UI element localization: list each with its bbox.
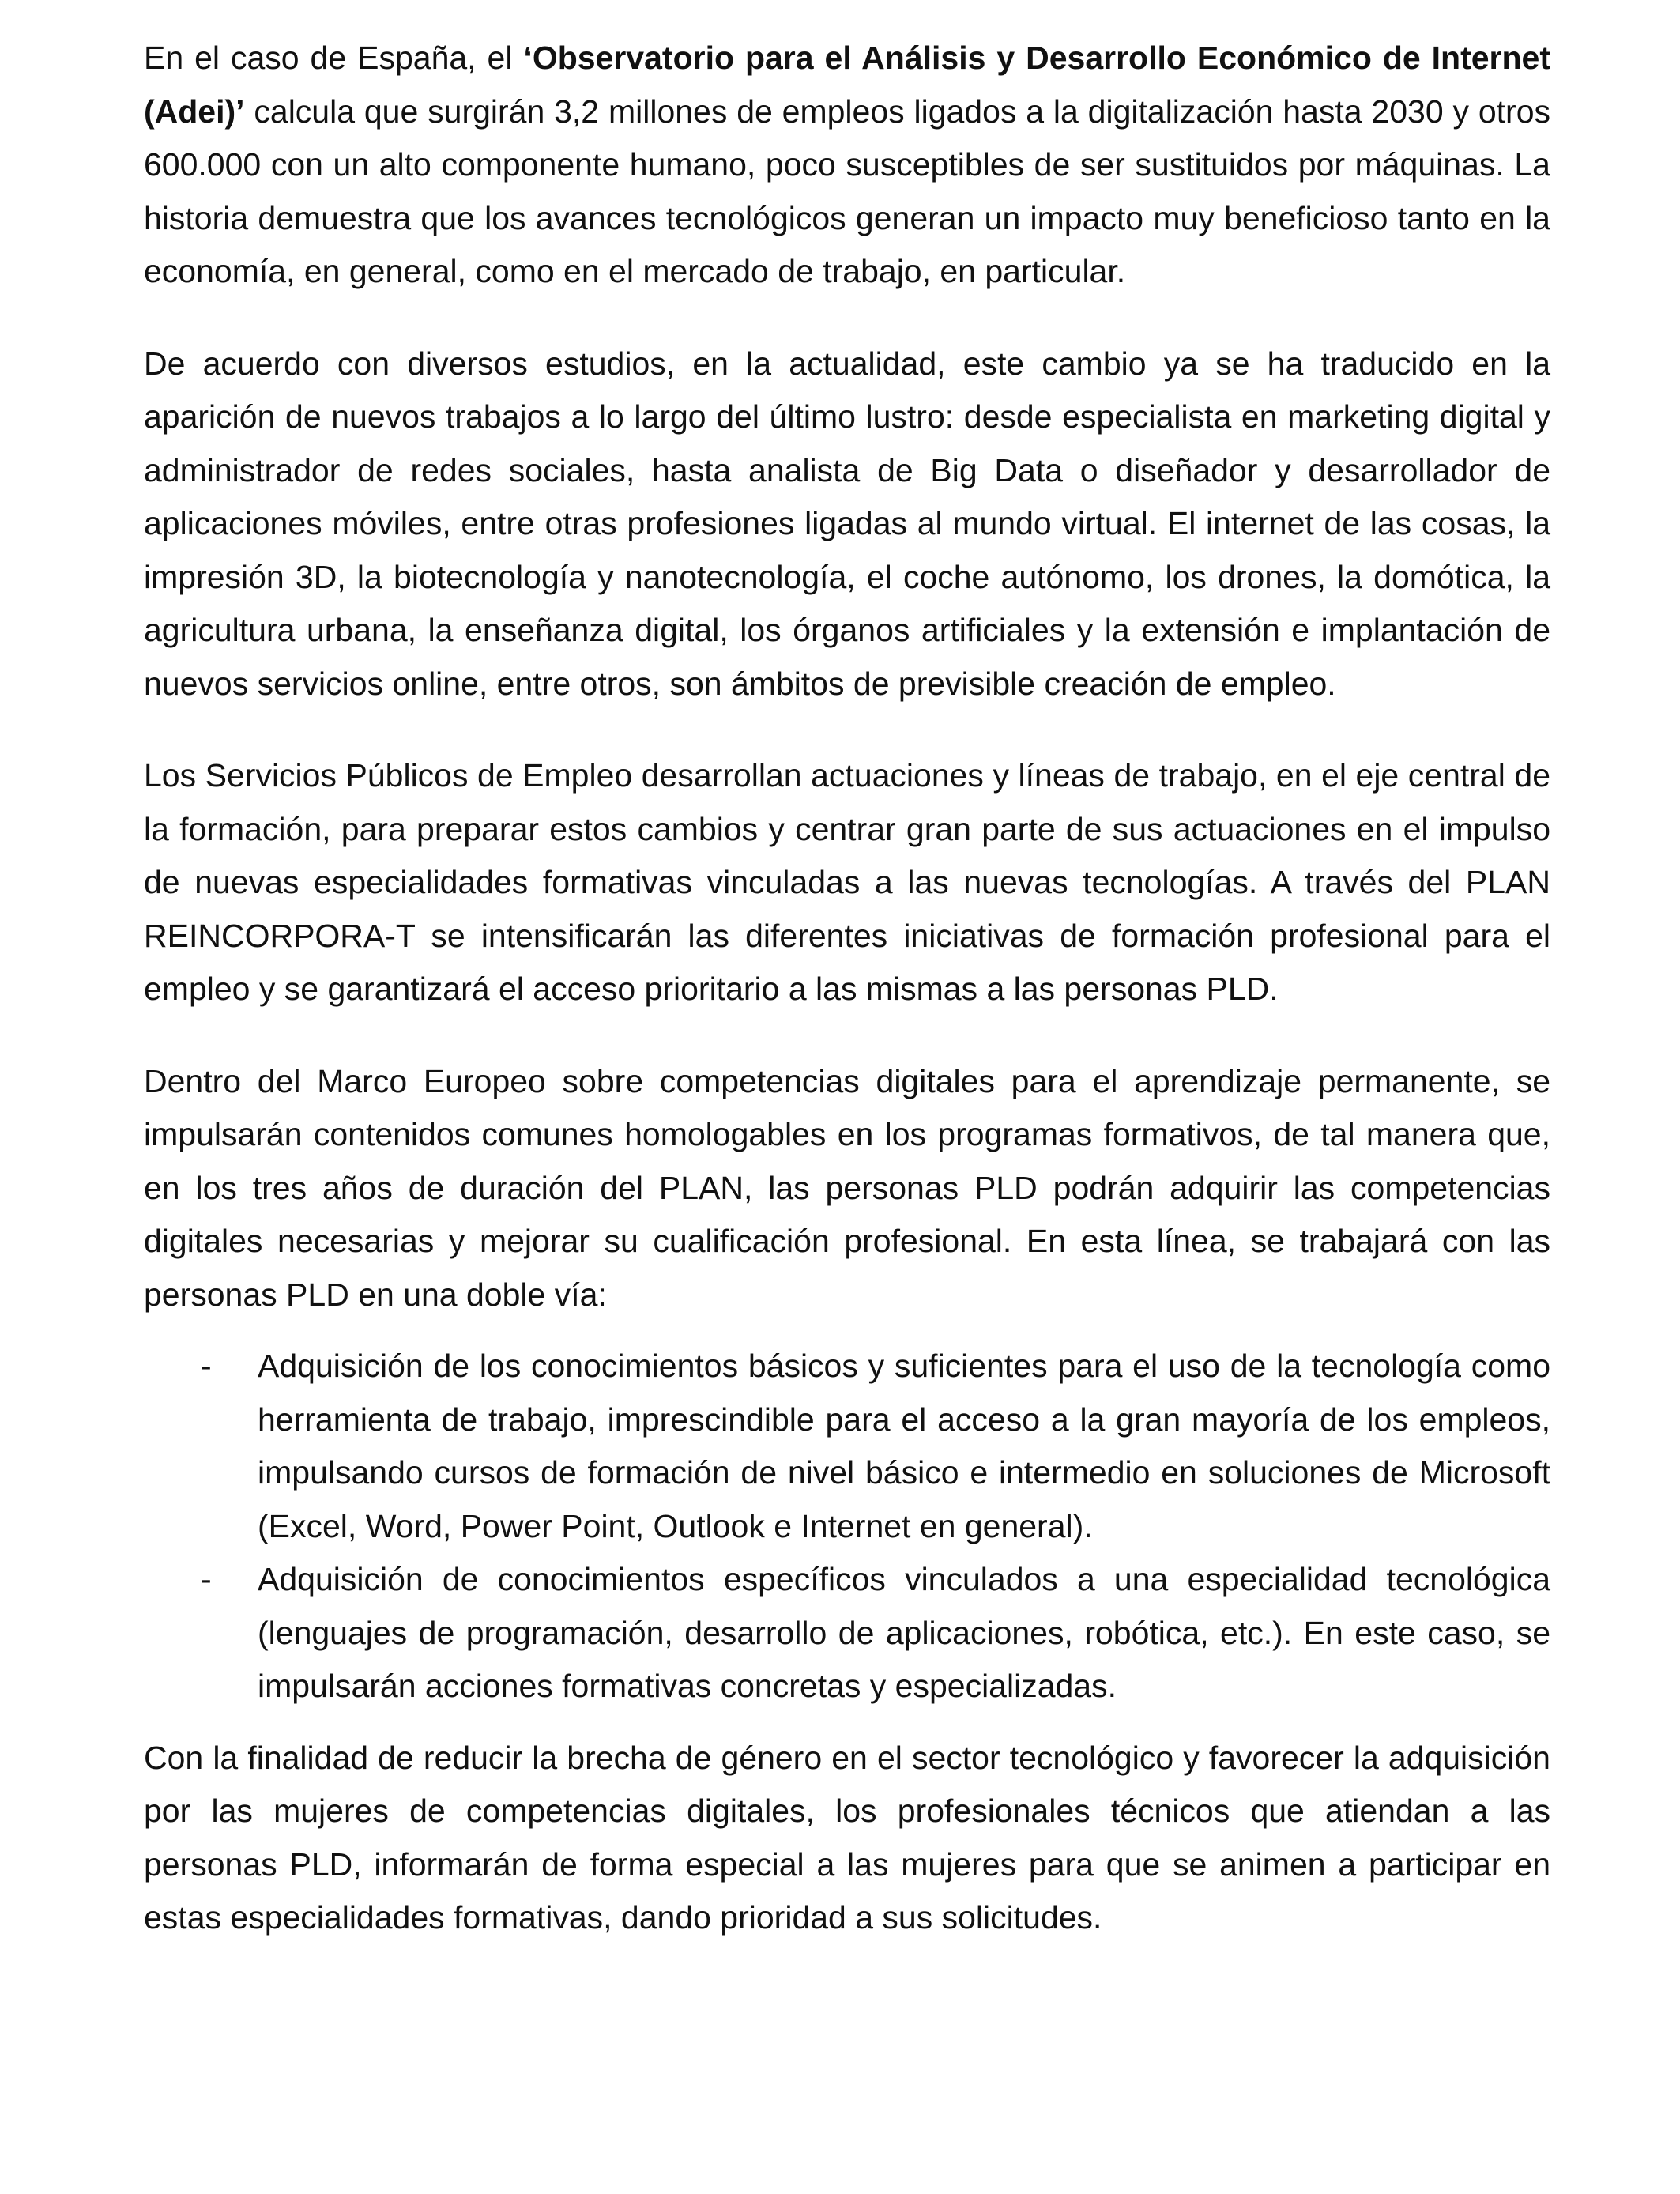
- document-page: [144, 32, 1550, 1945]
- list-item-text: Adquisición de conocimientos específicos vinculados a una especialidad tecnológica (lenguajes de programación, desarrollo de aplicaciones, robótica, etc.). En este caso, se impulsarán acciones formativas concretas y especializadas.: [258, 1561, 1550, 1704]
- paragraph-adei: [144, 32, 1550, 299]
- observatorio-name: ‘Observatorio para el Análisis y Desarrollo Económico de Internet (Adei)’: [144, 40, 1550, 130]
- list-item: [144, 1340, 1550, 1553]
- list-item: [144, 1553, 1550, 1713]
- paragraph-public-employment-services: Los Servicios Públicos de Empleo desarrollan actuaciones y líneas de trabajo, en el eje central de la formación, para preparar estos cambios y centrar gran parte de sus actuaciones en el impulso de nuevas especialidades formativas vinculadas a las nuevas tecnologías. A través del PLAN REINCORPORA-T se intensificarán las diferentes iniciativas de formación profesional para el empleo y se garantizará el acceso prioritario a las mismas a las personas PLD.: [144, 757, 1550, 1007]
- paragraph-adei-body: calcula que surgirán 3,2 millones de empleos ligados a la digitalización hasta 2030 y otros 600.000 con un alto componente humano, poco susceptibles de ser sustituidos por máquinas. La historia demuestra que los avances tecnológicos generan un impacto muy beneficioso tanto en la economía, en general, como en el mercado de trabajo, en particular.: [144, 92, 1550, 289]
- paragraph-new-jobs: De acuerdo con diversos estudios, en la actualidad, este cambio ya se ha traducido en la aparición de nuevos trabajos a lo largo del último lustro: desde especialista en marketing digital y administrador de redes sociales, hasta analista de Big Data o diseñador y desarrollador de aplicaciones móviles, entre otras profesiones ligadas al mundo virtual. El internet de las cosas, la impresión 3D, la biotecnología y nanotecnología, el coche autónomo, los drones, la domótica, la agricultura urbana, la enseñanza digital, los órganos artificiales y la extensión e implantación de nuevos servicios online, entre otros, son ámbitos de previsible creación de empleo.: [144, 345, 1550, 702]
- paragraph-adei-intro: En el caso de España, el: [144, 40, 524, 76]
- paragraph-digital-competences: Dentro del Marco Europeo sobre competencias digitales para el aprendizaje permanente, se impulsarán contenidos comunes homologables en los programas formativos, de tal manera que, en los tres años de duración del PLAN, las personas PLD podrán adquirir las competencias digitales necesarias y mejorar su cualificación profesional. En esta línea, se trabajará con las personas PLD en una doble vía:: [144, 1062, 1550, 1313]
- list-item-text: Adquisición de los conocimientos básicos y suficientes para el uso de la tecnología como herramienta de trabajo, imprescindible para el acceso a la gran mayoría de los empleos, impulsando cursos de formación de nivel básico e intermedio en soluciones de Microsoft (Excel, Word, Power Point, Outlook e Internet en general).: [258, 1348, 1550, 1544]
- paragraph-gender-gap: Con la finalidad de reducir la brecha de género en el sector tecnológico y favorecer la adquisición por las mujeres de competencias digitales, los profesionales técnicos que atiendan a las personas PLD, informarán de forma especial a las mujeres para que se animen a participar en estas especialidades formativas, dando prioridad a sus solicitudes.: [144, 1739, 1550, 1936]
- dash-list: [144, 1340, 1550, 1713]
- list-dash-marker: -: [201, 1561, 212, 1597]
- list-dash-marker: -: [201, 1348, 212, 1384]
